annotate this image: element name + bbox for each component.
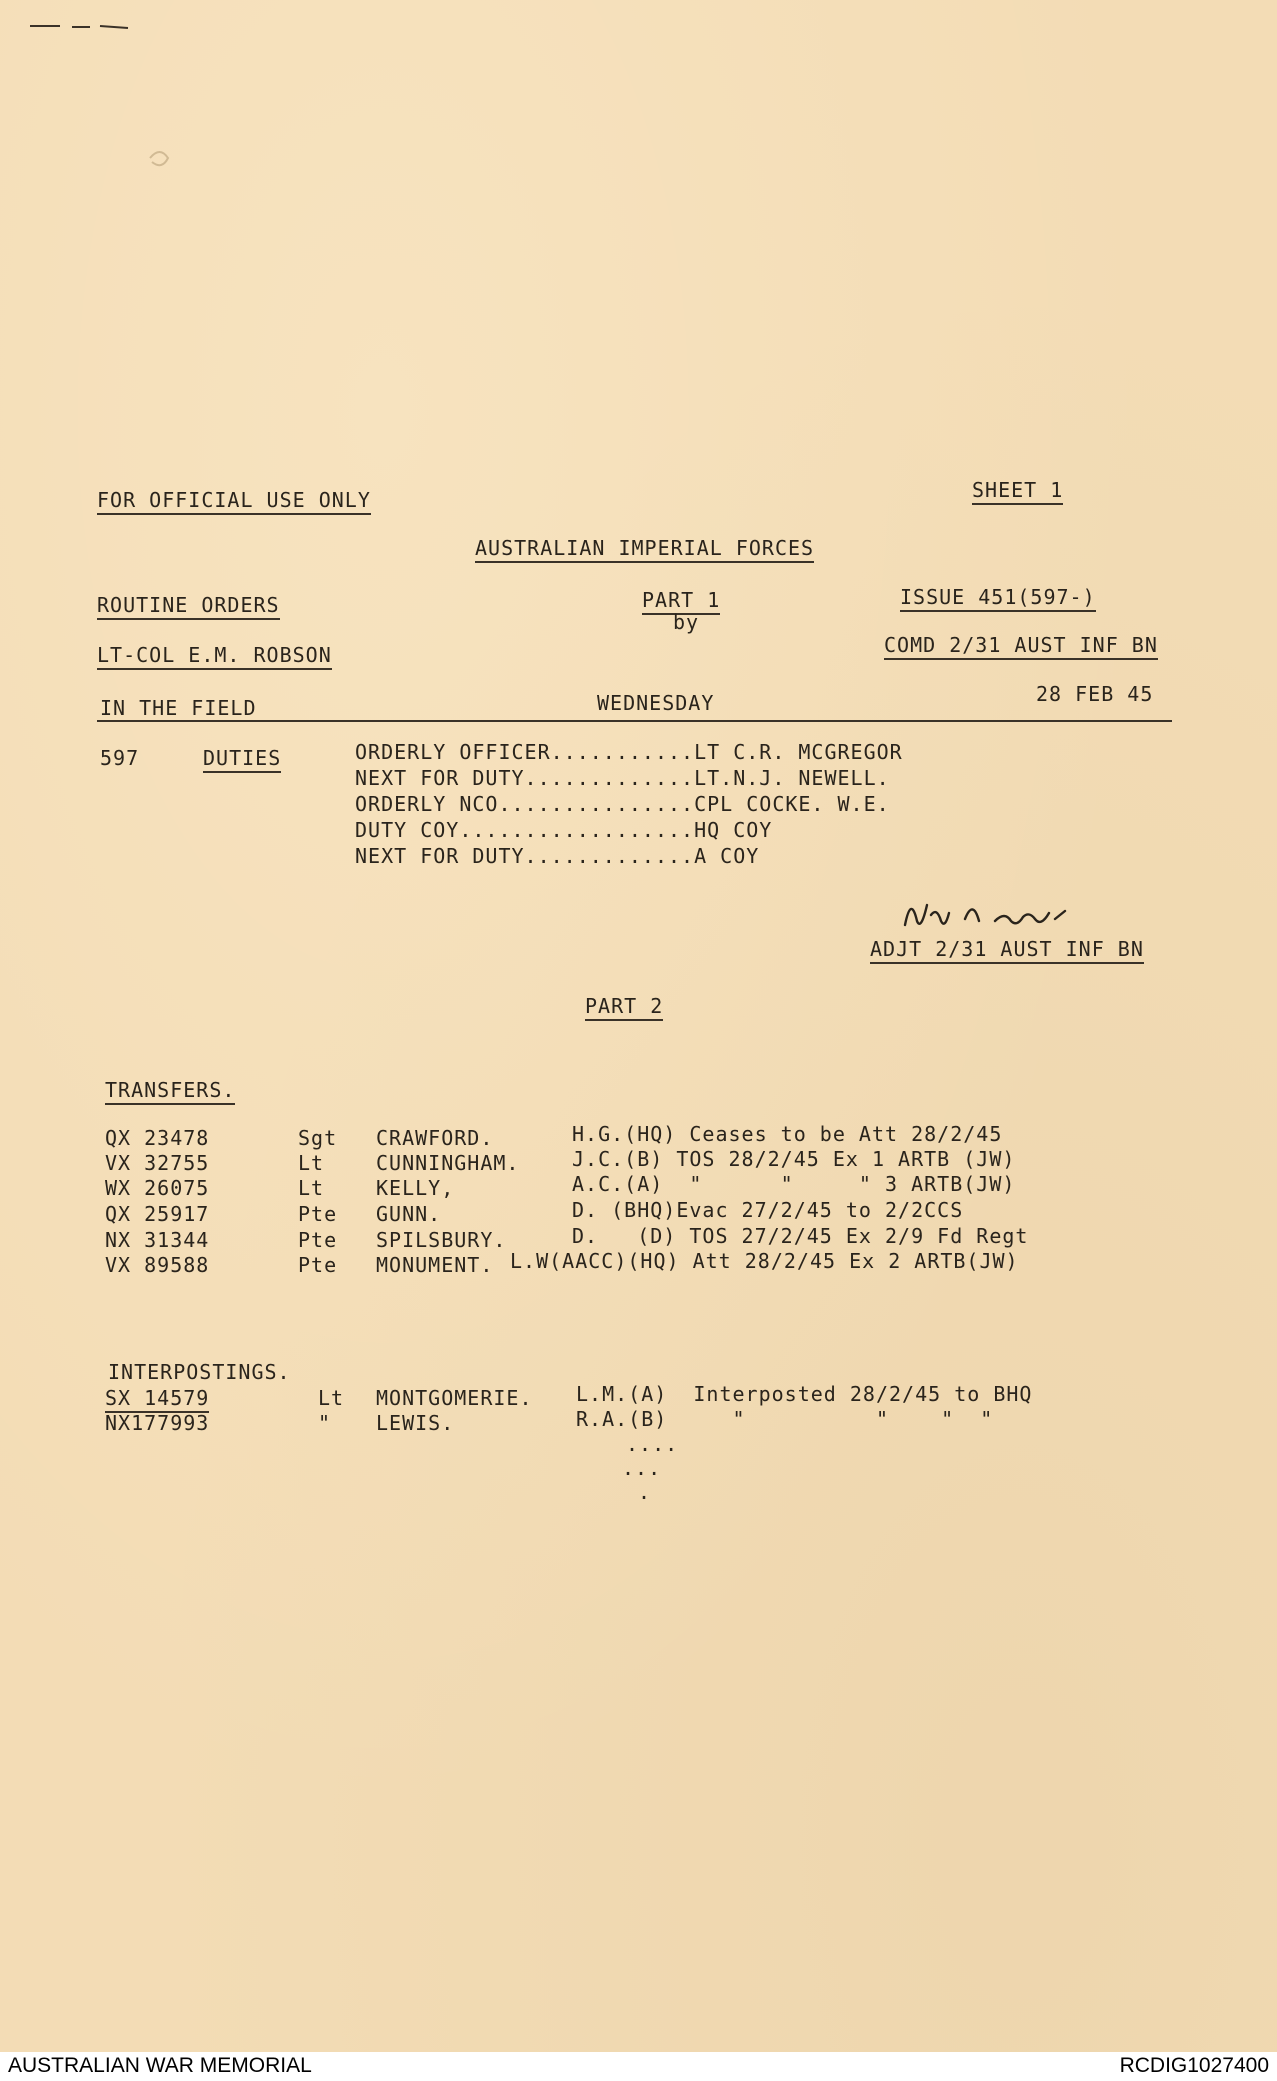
surname: MONUMENT. xyxy=(376,1253,494,1277)
commander-name: LT-COL E.M. ROBSON xyxy=(97,643,332,670)
interpostings-heading: INTERPOSTINGS. xyxy=(108,1360,291,1384)
service-number: NX 31344 xyxy=(105,1228,210,1252)
rank: " xyxy=(318,1411,332,1435)
duty-line: ORDERLY NCO...............CPL COCKE. W.E. xyxy=(355,792,890,816)
interposting-detail: L.M.(A) Interposted 28/2/45 to BHQ xyxy=(576,1382,1033,1406)
rank: Pte xyxy=(298,1253,338,1277)
surname: GUNN. xyxy=(376,1202,442,1226)
end-mark: .... xyxy=(626,1432,679,1456)
transfer-detail: L.W(AACC)(HQ) Att 28/2/45 Ex 2 ARTB(JW) xyxy=(510,1249,1019,1273)
order-date: 28 FEB 45 xyxy=(1036,682,1154,706)
end-mark: . xyxy=(638,1480,652,1504)
service-number: NX177993 xyxy=(105,1411,210,1435)
signature-title: ADJT 2/31 AUST INF BN xyxy=(870,937,1144,964)
part1-heading: PART 1 xyxy=(642,588,720,615)
transfer-detail: J.C.(B) TOS 28/2/45 Ex 1 ARTB (JW) xyxy=(572,1147,1016,1171)
rank: Lt xyxy=(298,1151,325,1175)
surname: KELLY, xyxy=(376,1176,455,1200)
order-number: 597 xyxy=(100,746,140,770)
rank: Pte xyxy=(298,1228,338,1252)
rank: Pte xyxy=(298,1202,338,1226)
day-label: WEDNESDAY xyxy=(597,691,715,715)
archive-footer xyxy=(0,2052,1277,2081)
service-number: VX 89588 xyxy=(105,1253,210,1277)
service-number: QX 25917 xyxy=(105,1202,210,1226)
surname: SPILSBURY. xyxy=(376,1228,507,1252)
interposting-detail: R.A.(B) " " " " xyxy=(576,1407,994,1431)
duty-line: ORDERLY OFFICER...........LT C.R. MCGREGOR xyxy=(355,740,903,764)
transfer-detail: D. (D) TOS 27/2/45 Ex 2/9 Fd Regt xyxy=(572,1224,1029,1248)
duties-heading: DUTIES xyxy=(203,746,281,773)
command-unit: COMD 2/31 AUST INF BN xyxy=(884,633,1158,660)
organisation-title: AUSTRALIAN IMPERIAL FORCES xyxy=(475,536,814,563)
adjutant-signature xyxy=(895,885,1175,945)
surname: CRAWFORD. xyxy=(376,1126,494,1150)
transfer-detail: A.C.(A) " " " 3 ARTB(JW) xyxy=(572,1172,1016,1196)
end-mark: ... xyxy=(622,1456,662,1480)
surname: MONTGOMERIE. xyxy=(376,1386,533,1410)
sheet-number: SHEET 1 xyxy=(972,478,1063,505)
service-number: QX 23478 xyxy=(105,1126,210,1150)
by-label: by xyxy=(673,610,700,634)
duty-line: NEXT FOR DUTY.............LT.N.J. NEWELL. xyxy=(355,766,890,790)
service-number: VX 32755 xyxy=(105,1151,210,1175)
part2-heading: PART 2 xyxy=(585,994,663,1021)
surname: LEWIS. xyxy=(376,1411,455,1435)
header-rule xyxy=(97,720,1172,722)
security-label: FOR OFFICIAL USE ONLY xyxy=(97,488,371,515)
rank: Lt xyxy=(298,1176,325,1200)
service-number: SX 14579 xyxy=(105,1386,209,1413)
service-number: WX 26075 xyxy=(105,1176,210,1200)
transfer-detail: D. (BHQ)Evac 27/2/45 to 2/2CCS xyxy=(572,1198,964,1222)
rank: Sgt xyxy=(298,1126,338,1150)
issue-number: ISSUE 451(597-) xyxy=(900,585,1096,612)
duty-line: NEXT FOR DUTY.............A COY xyxy=(355,844,760,868)
duty-line: DUTY COY..................HQ COY xyxy=(355,818,773,842)
rank: Lt xyxy=(318,1386,345,1410)
location-label: IN THE FIELD xyxy=(100,696,257,720)
archive-reference: RCDIG1027400 xyxy=(1119,2054,1269,2077)
transfers-heading: TRANSFERS. xyxy=(105,1078,235,1105)
surname: CUNNINGHAM. xyxy=(376,1151,520,1175)
archive-name: AUSTRALIAN WAR MEMORIAL xyxy=(8,2054,312,2077)
routine-orders-label: ROUTINE ORDERS xyxy=(97,593,280,620)
transfer-detail: H.G.(HQ) Ceases to be Att 28/2/45 xyxy=(572,1122,1003,1146)
